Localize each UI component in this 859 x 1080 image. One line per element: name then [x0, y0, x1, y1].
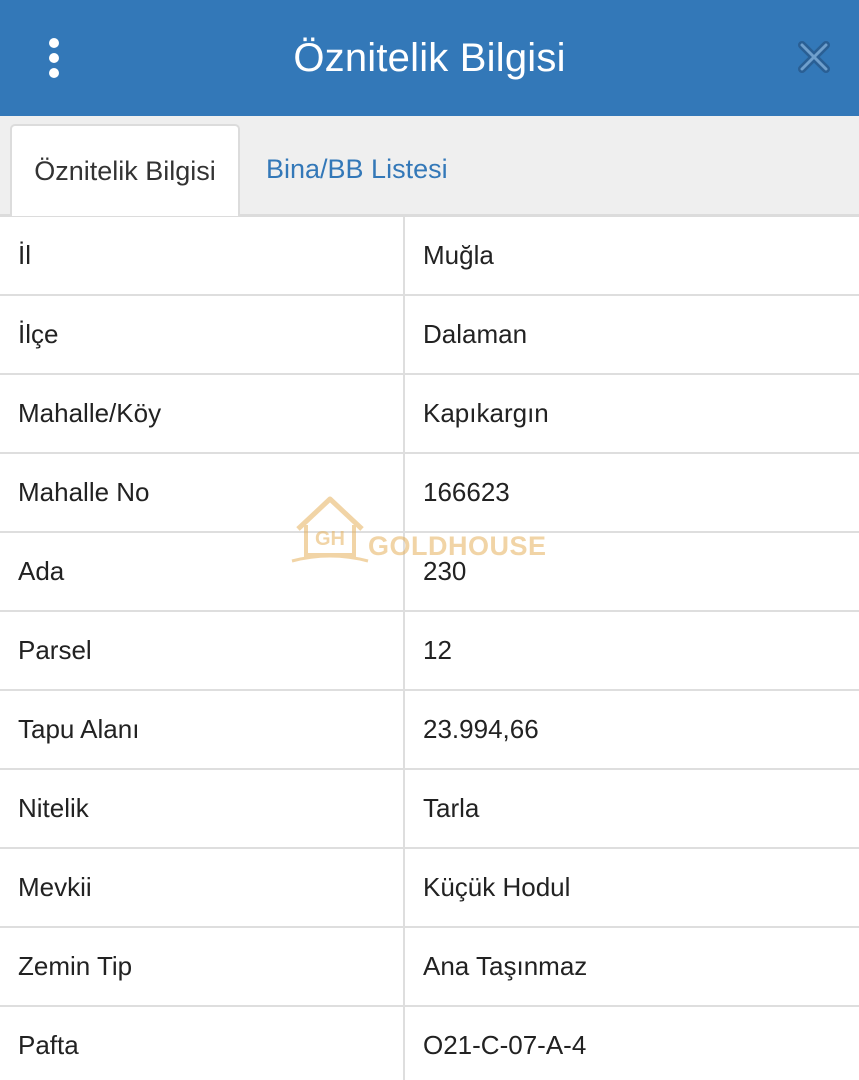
close-icon [797, 40, 831, 74]
attribute-key: İlçe [0, 296, 405, 373]
attribute-value: 166623 [423, 477, 510, 507]
header-bar [0, 0, 859, 116]
svg-text:GH: GH [315, 528, 345, 550]
attribute-value: O21-C-07-A-4 [423, 1030, 587, 1060]
tab-label: Bina/BB Listesi [266, 153, 448, 184]
attribute-value: Tarla [423, 793, 480, 823]
attribute-key: Mahalle/Köy [0, 375, 405, 452]
attribute-key: Pafta [0, 1007, 405, 1080]
attribute-key: Mevkii [0, 849, 405, 926]
attribute-value: Dalaman [423, 319, 528, 349]
attribute-key: Ada [0, 533, 405, 610]
tab-bar [0, 116, 859, 216]
tab-building-list[interactable] [266, 124, 448, 214]
attribute-key: Parsel [0, 612, 405, 689]
tab-attribute-info[interactable] [10, 124, 240, 216]
table-row [0, 1007, 859, 1080]
attribute-key: Mahalle No [0, 454, 405, 531]
table-row [0, 691, 859, 770]
attribute-table [0, 216, 859, 1080]
attribute-value: Muğla [423, 240, 494, 270]
attribute-key: Tapu Alanı [0, 691, 405, 768]
attribute-value: 230 [423, 556, 467, 586]
table-row [0, 375, 859, 454]
table-row [0, 612, 859, 691]
attribute-value: Kapıkargın [423, 398, 549, 428]
attribute-value: 12 [423, 635, 452, 665]
tab-label: Öznitelik Bilgisi [34, 155, 216, 186]
table-row [0, 849, 859, 928]
watermark-text: GOLDHOUSE [368, 531, 547, 561]
attribute-key: Nitelik [0, 770, 405, 847]
attribute-key: İl [0, 217, 405, 294]
page-title: Öznitelik Bilgisi [293, 36, 566, 80]
table-row [0, 928, 859, 1007]
attribute-key: Zemin Tip [0, 928, 405, 1005]
table-row [0, 454, 859, 533]
attribute-value: Ana Taşınmaz [423, 951, 588, 981]
table-row [0, 533, 859, 612]
close-button[interactable] [797, 40, 831, 74]
attribute-value: 23.994,66 [423, 714, 539, 744]
attribute-value: Küçük Hodul [423, 872, 571, 902]
table-row [0, 217, 859, 296]
table-row [0, 770, 859, 849]
table-row [0, 296, 859, 375]
